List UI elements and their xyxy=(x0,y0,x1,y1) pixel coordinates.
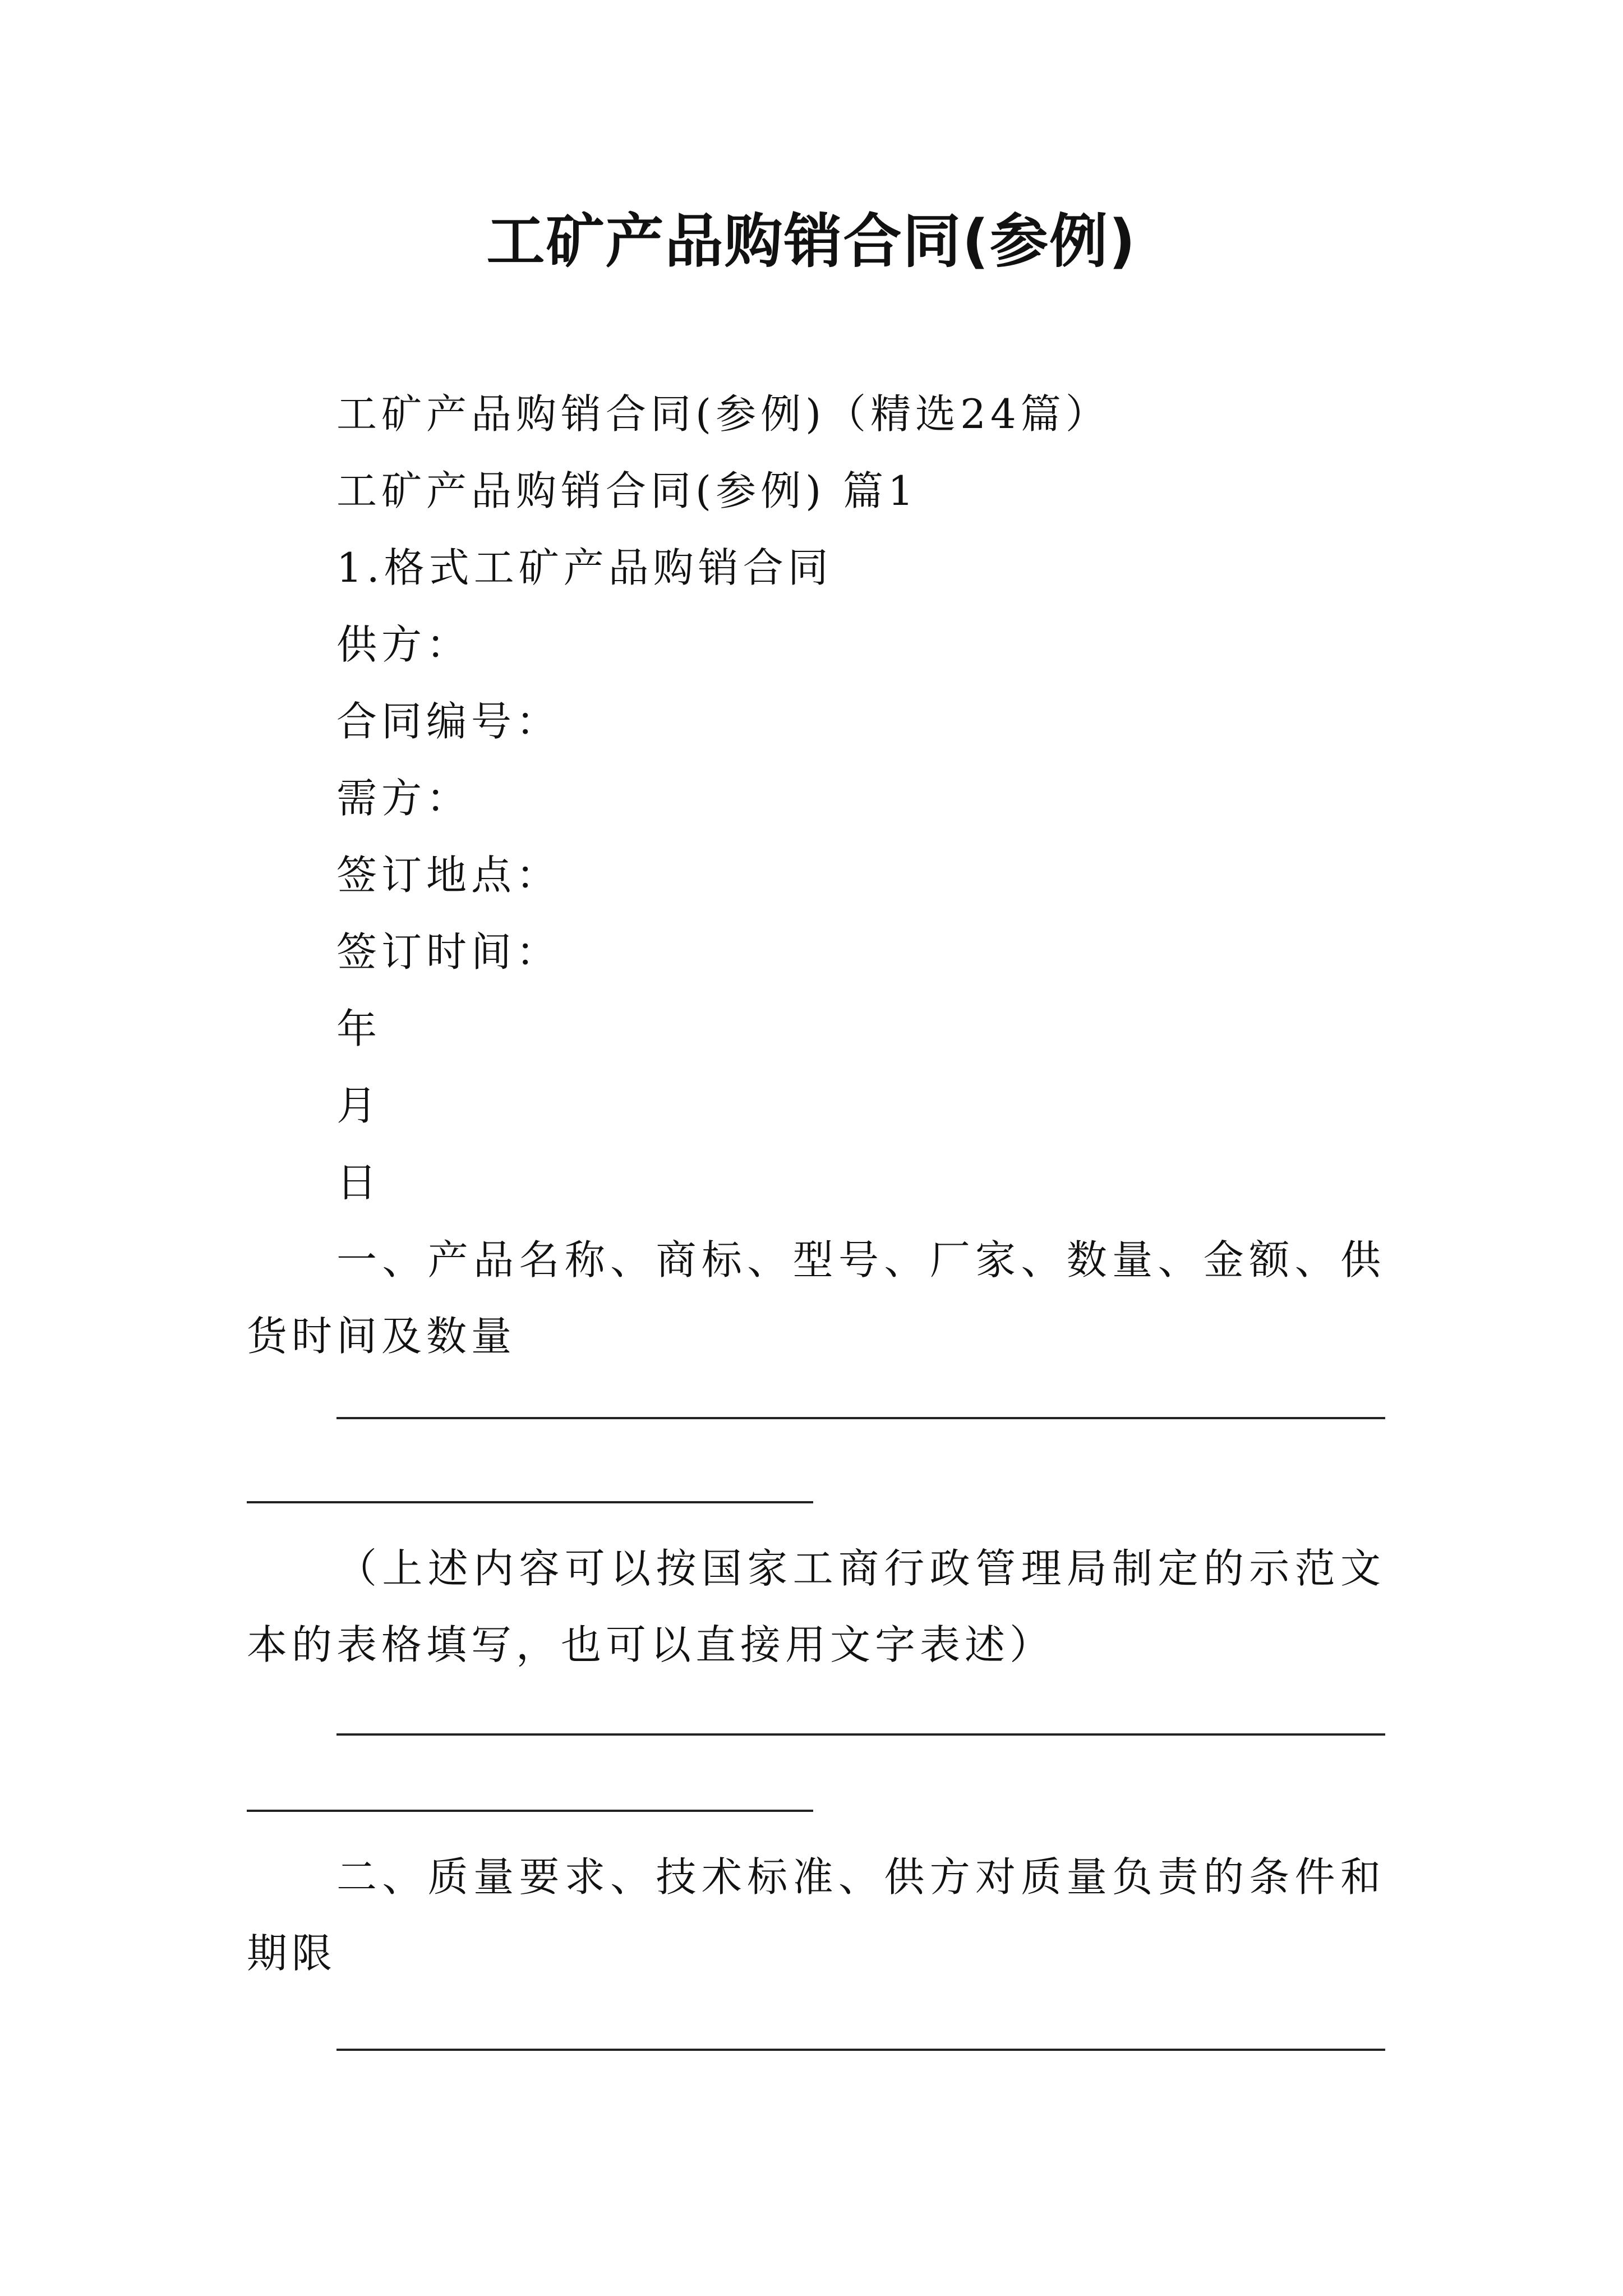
section-heading: 1.格式工矿产品购销合同 xyxy=(336,544,833,591)
fill-in-line xyxy=(336,1733,1385,1736)
supplier-field-label: 供方： xyxy=(336,621,472,668)
day-label: 日 xyxy=(336,1159,382,1206)
clause-2-paragraph: 二、质量要求、技术标准、供方对质量负责的条件和期限 xyxy=(247,1853,1385,1977)
note-1-paragraph: （上述内容可以按国家工商行政管理局制定的示范文本的表格填写，也可以直接用文字表述） xyxy=(247,1545,1385,1668)
fill-in-line xyxy=(247,1501,813,1503)
clause-1-paragraph: 一、产品名称、商标、型号、厂家、数量、金额、供货时间及数量 xyxy=(247,1236,1385,1360)
fill-in-line xyxy=(247,1810,813,1812)
part-heading: 工矿产品购销合同(参例) 篇1 xyxy=(336,467,918,514)
contract-number-field-label: 合同编号： xyxy=(336,698,561,745)
document-title: 工矿产品购销合同(参例) xyxy=(486,207,1137,275)
month-label: 月 xyxy=(336,1082,382,1129)
document-subtitle: 工矿产品购销合同(参例)（精选24篇） xyxy=(336,390,1110,438)
fill-in-line xyxy=(336,1417,1385,1419)
buyer-field-label: 需方： xyxy=(336,775,472,822)
signing-time-field-label: 签订时间： xyxy=(336,928,561,976)
fill-in-line xyxy=(336,2049,1385,2051)
signing-place-field-label: 签订地点： xyxy=(336,852,561,899)
year-label: 年 xyxy=(336,1005,382,1052)
